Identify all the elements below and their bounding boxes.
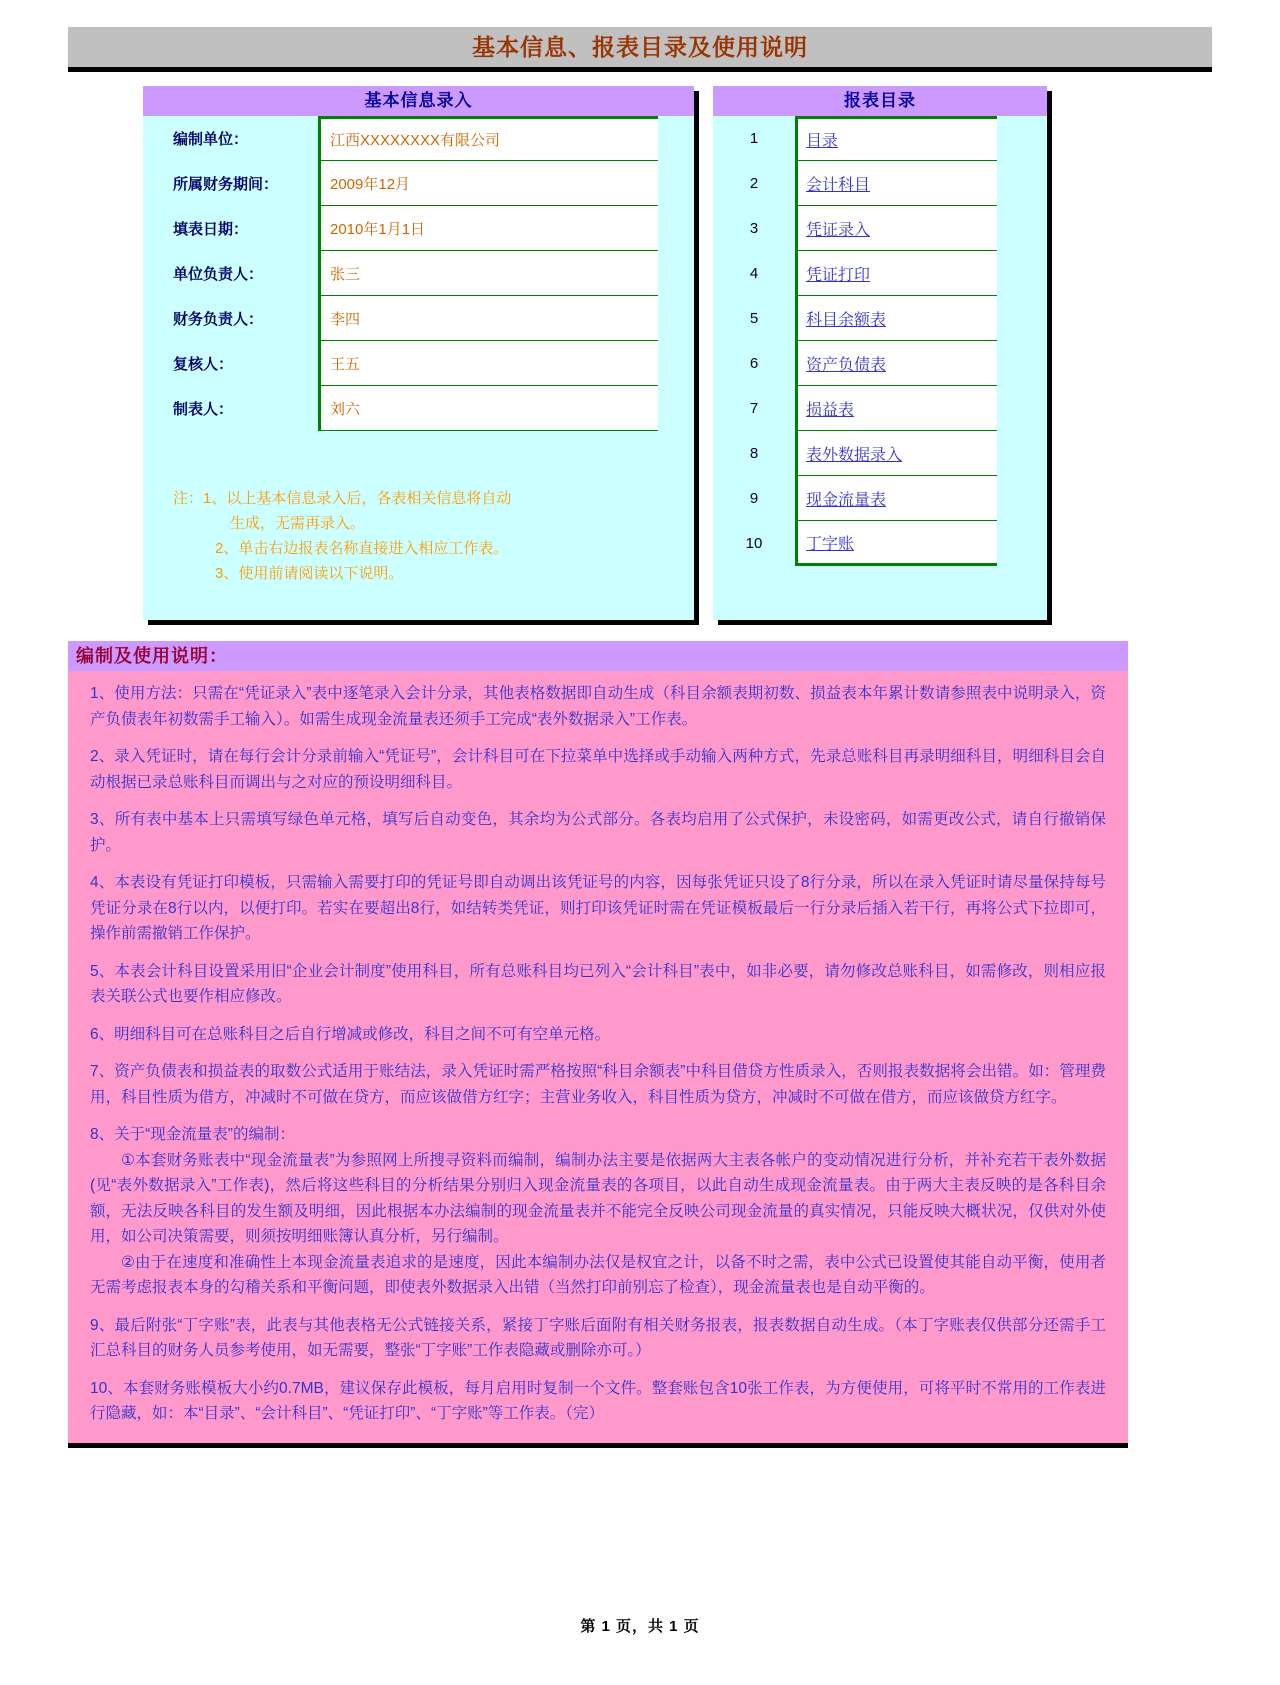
note-line-2: 2、单击右边报表名称直接进入相应工作表。 bbox=[215, 540, 509, 557]
note-line-3: 3、使用前请阅读以下说明。 bbox=[215, 565, 404, 582]
input-reviewer[interactable]: 王五 bbox=[318, 341, 658, 386]
basic-info-panel bbox=[143, 86, 694, 620]
instruction-paragraph-5: 5、本表会计科目设置采用旧“企业会计制度”使用科目，所有总账科目均已列入“会计科目”表中，如非必要，请勿修改总账科目，如需修改，则相应报表关联公式也要作相应修改。 bbox=[90, 962, 1106, 1005]
list-item-cell[interactable] bbox=[795, 431, 997, 476]
list-item-number: 6 bbox=[749, 355, 759, 372]
input-fill-date[interactable]: 2010年1月1日 bbox=[318, 206, 658, 251]
list-item-number: 7 bbox=[749, 400, 759, 417]
label-fill-date: 填表日期： bbox=[173, 221, 249, 238]
link-balance-sheet[interactable]: 资产负债表 bbox=[806, 356, 887, 374]
instructions-section bbox=[68, 641, 1128, 1448]
label-reviewer: 复核人： bbox=[173, 356, 234, 373]
link-catalog[interactable]: 目录 bbox=[806, 133, 839, 150]
form-row bbox=[143, 386, 694, 431]
link-offsheet-data-entry[interactable]: 表外数据录入 bbox=[806, 446, 903, 464]
list-item-cell[interactable] bbox=[795, 296, 997, 341]
report-directory-header: 报表目录 bbox=[713, 86, 1047, 116]
basic-info-header: 基本信息录入 bbox=[143, 86, 694, 116]
label-finance-head: 财务负责人： bbox=[173, 311, 264, 328]
instruction-paragraph-6: 6、明细科目可在总账科目之后自行增减或修改，科目之间不可有空单元格。 bbox=[90, 1025, 611, 1043]
instructions-body bbox=[68, 671, 1128, 1448]
input-unit-head[interactable]: 张三 bbox=[318, 251, 658, 296]
form-row bbox=[143, 296, 694, 341]
list-item bbox=[713, 386, 1047, 431]
label-company: 编制单位： bbox=[173, 131, 249, 148]
list-item bbox=[713, 476, 1047, 521]
instruction-paragraph-8-sub2: ②由于在速度和准确性上本现金流量表追求的是速度，因此本编制办法仅是权宜之计，以备不时之需，表中公式已设置使其能自动平衡，使用者无需考虑报表本身的勾稽关系和平衡问题，即使表外数据录入出错（当然打印前别忘了检查），现金流量表也是自动平衡的。 bbox=[90, 1253, 1106, 1296]
instruction-paragraph-3: 3、所有表中基本上只需填写绿色单元格，填写后自动变色，其余均为公式部分。各表均启用了公式保护，未设密码，如需更改公式，请自行撤销保护。 bbox=[90, 811, 1106, 854]
form-row bbox=[143, 341, 694, 386]
list-item-cell[interactable] bbox=[795, 386, 997, 431]
input-period[interactable]: 2009年12月 bbox=[318, 161, 658, 206]
list-item bbox=[713, 161, 1047, 206]
list-item-cell[interactable] bbox=[795, 476, 997, 521]
input-finance-head[interactable]: 李四 bbox=[318, 296, 658, 341]
list-item-cell[interactable] bbox=[795, 116, 997, 161]
form-row bbox=[143, 251, 694, 296]
list-item bbox=[713, 341, 1047, 386]
report-directory-panel bbox=[713, 86, 1047, 620]
list-item bbox=[713, 251, 1047, 296]
link-voucher-entry[interactable]: 凭证录入 bbox=[806, 221, 871, 239]
list-item bbox=[713, 206, 1047, 251]
list-item-number: 5 bbox=[749, 310, 759, 327]
page-footer: 第 1 页，共 1 页 bbox=[580, 1618, 700, 1635]
list-item-number: 10 bbox=[745, 535, 763, 552]
link-accounting-subjects[interactable]: 会计科目 bbox=[806, 176, 871, 194]
list-item bbox=[713, 296, 1047, 341]
instruction-paragraph-7: 7、资产负债表和损益表的取数公式适用于账结法，录入凭证时需严格按照“科目余额表”中科目借贷方性质录入，否则报表数据将会出错。如：管理费用，科目性质为借方，冲减时不可做在贷方，而应该做借方红字；主营业务收入，科目性质为贷方，冲减时不可做在借方，而应该做贷方红字。 bbox=[90, 1063, 1106, 1106]
instruction-paragraph-4: 4、本表设有凭证打印模板，只需输入需要打印的凭证号即自动调出该凭证号的内容，因每张凭证只设了8行分录，所以在录入凭证时请尽量保持每号凭证分录在8行以内，以便打印。若实在要超出8行，如结转类凭证，则打印该凭证时需在凭证模板最后一行分录后插入若干行，再将公式下拉即可，操作前需撤销工作保护。 bbox=[90, 874, 1106, 942]
form-row bbox=[143, 116, 694, 161]
label-period: 所属财务期间： bbox=[173, 176, 279, 193]
list-item-number: 8 bbox=[749, 445, 759, 462]
basic-info-form bbox=[143, 116, 694, 586]
list-item-cell[interactable] bbox=[795, 161, 997, 206]
instruction-paragraph-8 bbox=[90, 1122, 1106, 1301]
link-cash-flow-statement[interactable]: 现金流量表 bbox=[806, 491, 887, 509]
instruction-paragraph-8-title: 8、关于“现金流量表”的编制： bbox=[90, 1126, 295, 1143]
input-preparer[interactable]: 刘六 bbox=[318, 386, 658, 431]
link-income-statement[interactable]: 损益表 bbox=[806, 401, 855, 419]
instruction-paragraph-2: 2、录入凭证时，请在每行会计分录前输入“凭证号”，会计科目可在下拉菜单中选择或手动输入两种方式，先录总账科目再录明细科目，明细科目会自动根据已录总账科目而调出与之对应的预设明细科目。 bbox=[90, 748, 1106, 791]
link-subject-balance[interactable]: 科目余额表 bbox=[806, 311, 887, 329]
list-item-cell[interactable] bbox=[795, 521, 997, 566]
document-title-banner bbox=[68, 27, 1212, 72]
list-item-number: 4 bbox=[749, 265, 759, 282]
note-line-1-cont: 生成，无需再录入。 bbox=[230, 515, 366, 532]
input-company[interactable]: 江西XXXXXXXX有限公司 bbox=[318, 116, 658, 161]
list-item-number: 9 bbox=[749, 490, 759, 507]
instruction-paragraph-8-sub1: ①本套财务账表中“现金流量表”为参照网上所搜寻资料而编制，编制办法主要是依据两大主表各帐户的变动情况进行分析，并补充若干表外数据(见“表外数据录入”工作表)，然后将这些科目的分析结果分别归入现金流量表的各项目，以此自动生成现金流量表。由于两大主表反映的是各科目余额，无法反映各科目的发生额及明细，因此根据本办法编制的现金流量表并不能完全反映公司现金流量的真实情况，只能反映大概状况，仅供对外使用，如公司决策需要，则须按明细账簿认真分析，另行编制。 bbox=[90, 1151, 1106, 1245]
instructions-header: 编制及使用说明： bbox=[68, 641, 1128, 671]
instruction-paragraph-10: 10、本套财务账模板大小约0.7MB，建议保存此模板，每月启用时复制一个文件。整套账包含10张工作表，为方便使用，可将平时不常用的工作表进行隐藏，如：本“目录”、“会计科目”、“凭证打印”、“丁字账”等工作表。（完） bbox=[90, 1379, 1106, 1422]
list-item-cell[interactable] bbox=[795, 251, 997, 296]
list-item bbox=[713, 521, 1047, 566]
form-row bbox=[143, 161, 694, 206]
link-t-account[interactable]: 丁字账 bbox=[806, 535, 855, 553]
list-item bbox=[713, 431, 1047, 476]
list-item-number: 3 bbox=[749, 220, 759, 237]
label-preparer: 制表人： bbox=[173, 401, 234, 418]
basic-info-notes bbox=[143, 486, 694, 586]
panels-container bbox=[143, 86, 1143, 626]
list-item bbox=[713, 116, 1047, 161]
note-line-1: 注：1、以上基本信息录入后，各表相关信息将自动 bbox=[173, 490, 512, 507]
link-voucher-print[interactable]: 凭证打印 bbox=[806, 266, 871, 284]
list-item-cell[interactable] bbox=[795, 341, 997, 386]
label-unit-head: 单位负责人： bbox=[173, 266, 264, 283]
list-item-number: 2 bbox=[749, 175, 759, 192]
page-title: 基本信息、报表目录及使用说明 bbox=[472, 34, 808, 60]
instruction-paragraph-1: 1、使用方法：只需在“凭证录入”表中逐笔录入会计分录，其他表格数据即自动生成（科目余额表期初数、损益表本年累计数请参照表中说明录入，资产负债表年初数需手工输入）。如需生成现金流量表还须手工完成“表外数据录入”工作表。 bbox=[90, 685, 1106, 728]
list-item-cell[interactable] bbox=[795, 206, 997, 251]
list-item-number: 1 bbox=[749, 130, 759, 147]
form-row bbox=[143, 206, 694, 251]
report-directory-list bbox=[713, 116, 1047, 566]
instruction-paragraph-9: 9、最后附张“丁字账”表，此表与其他表格无公式链接关系，紧接丁字账后面附有相关财务报表，报表数据自动生成。（本丁字账表仅供部分还需手工汇总科目的财务人员参考使用，如无需要，整张“丁字账”工作表隐藏或删除亦可。） bbox=[90, 1316, 1106, 1359]
